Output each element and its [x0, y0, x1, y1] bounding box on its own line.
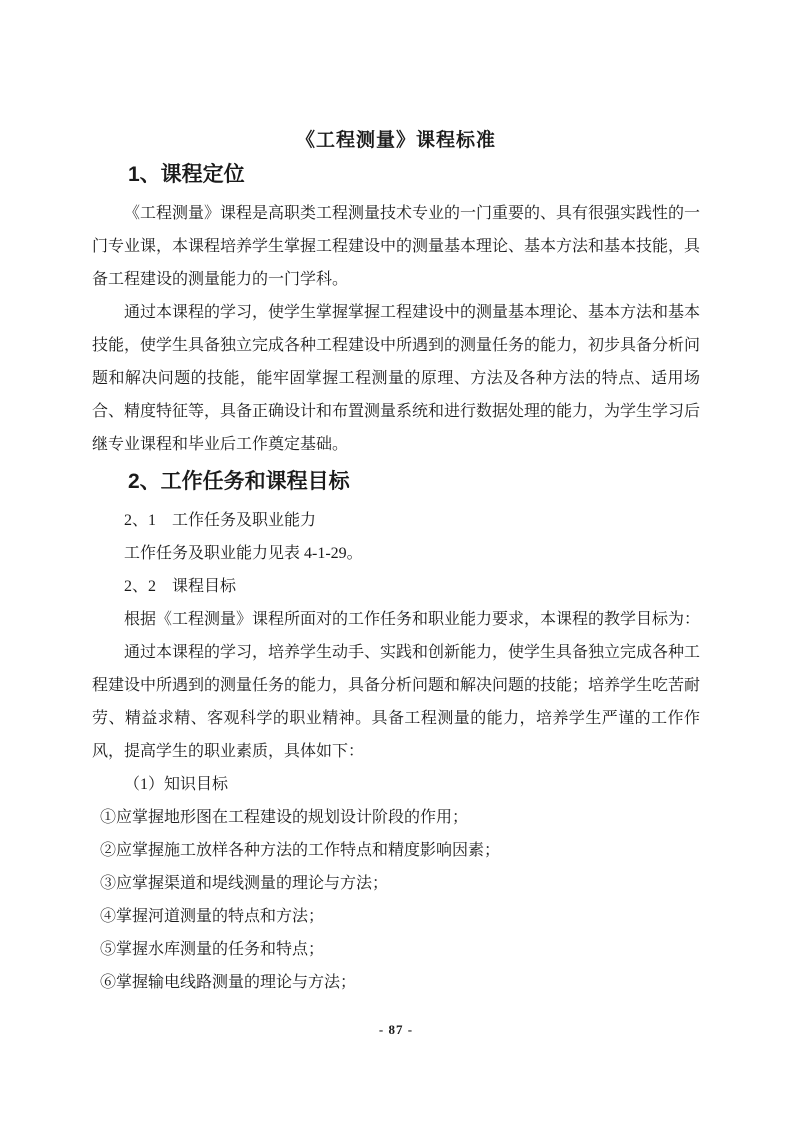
section-2-2-paragraph: 通过本课程的学习，培养学生动手、实践和创新能力，使学生具备独立完成各种工程建设中所遇到的测量任务的能力，具备分析问题和解决问题的技能；培养学生吃苦耐劳、精益求精、客观科学的职业精神。具备工程测量的能力，培养学生严谨的工作作风，提高学生的职业素质，具体如下：: [92, 644, 701, 760]
section-2-2-heading: 2、2 课程目标: [124, 578, 237, 595]
document-title: 《工程测量》课程标准: [295, 130, 496, 151]
section-2-heading: 2、工作任务和课程目标: [128, 470, 350, 493]
section-1-heading: 1、课程定位: [128, 163, 245, 186]
section-2-2-paragraph: 根据《工程测量》课程所面对的工作任务和职业能力要求，本课程的教学目标为：: [124, 611, 701, 628]
document-content: [92, 128, 700, 999]
page-number: - 87 -: [378, 1022, 414, 1037]
section-1-paragraph: 《工程测量》课程是高职类工程测量技术专业的一门重要的、具有很强实践性的一门专业课，本课程培养学生掌握工程建设中的测量基本理论、基本方法和基本技能，具备工程建设的测量能力的一门学科。: [92, 205, 701, 288]
knowledge-item: ⑤掌握水库测量的任务和特点；: [100, 941, 325, 958]
knowledge-item: ④掌握河道测量的特点和方法；: [100, 908, 325, 925]
section-1-paragraph: 通过本课程的学习，使学生掌握掌握工程建设中的测量基本理论、基本方法和基本技能，使学生具备独立完成各种工程建设中所遇到的测量任务的能力，初步具备分析问题和解决问题的技能，能牢固掌握工程测量的原理、方法及各种方法的特点、适用场合、精度特征等，具备正确设计和布置测量系统和进行数据处理的能力，为学生学习后继专业课程和毕业后工作奠定基础。: [92, 304, 701, 453]
section-2-1-paragraph: 工作任务及职业能力见表 4-1-29。: [124, 545, 363, 562]
knowledge-goal-label: （1）知识目标: [124, 776, 229, 793]
knowledge-item: ③应掌握渠道和堤线测量的理论与方法；: [100, 875, 389, 892]
knowledge-item: ②应掌握施工放样各种方法的工作特点和精度影响因素；: [100, 842, 501, 859]
knowledge-item: ⑥掌握输电线路测量的理论与方法；: [100, 974, 357, 991]
knowledge-item: ①应掌握地形图在工程建设的规划设计阶段的作用；: [100, 809, 469, 826]
section-2-1-heading: 2、1 工作任务及职业能力: [124, 512, 317, 529]
